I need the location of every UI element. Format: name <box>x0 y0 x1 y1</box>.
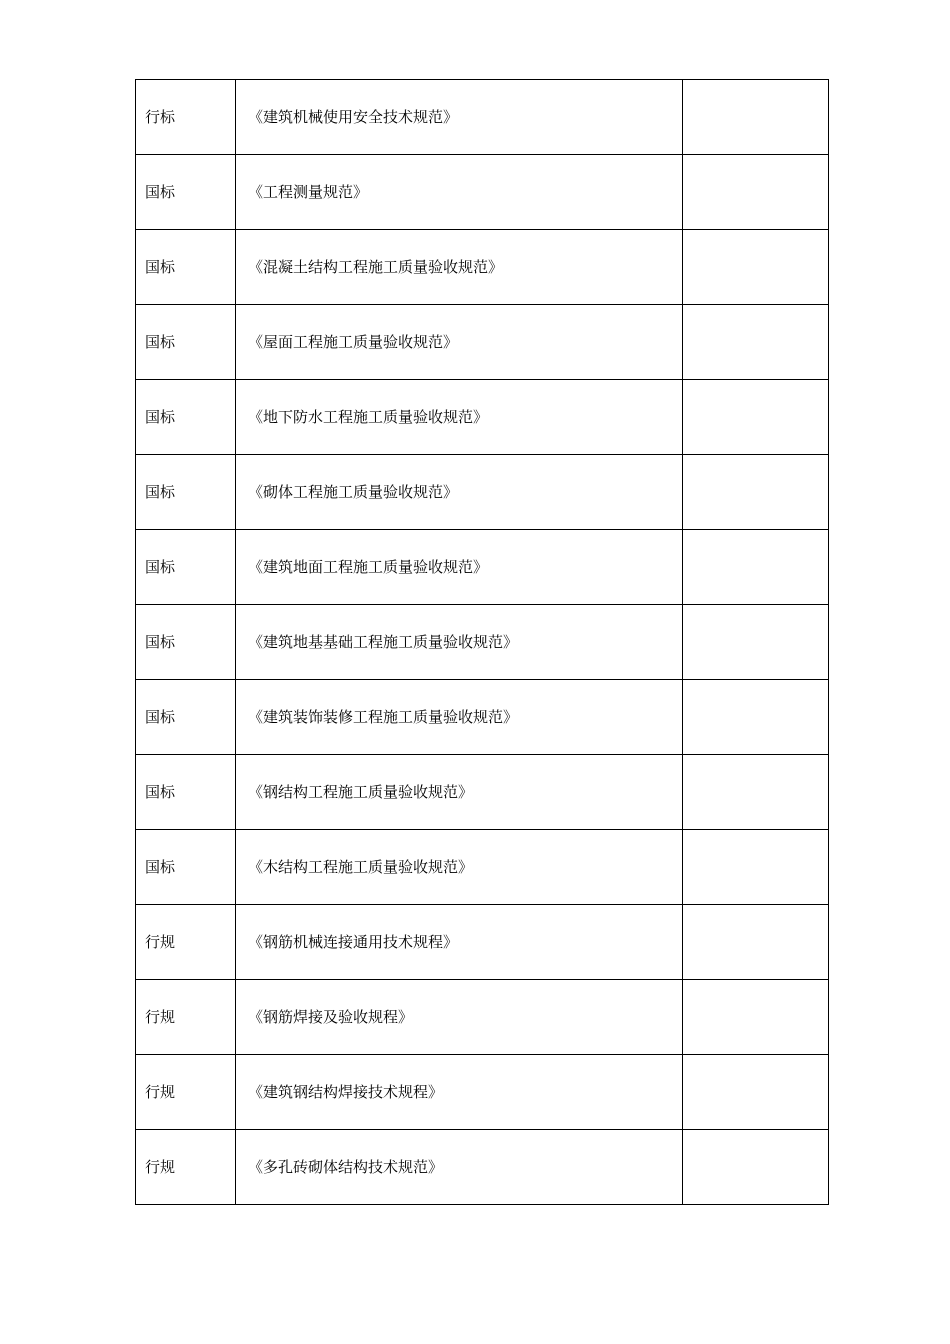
remark-cell <box>683 80 829 155</box>
standard-type-cell: 行规 <box>136 1055 236 1130</box>
standard-type-cell: 行规 <box>136 905 236 980</box>
standard-type-cell: 国标 <box>136 755 236 830</box>
standard-name-cell: 《钢结构工程施工质量验收规范》 <box>236 755 683 830</box>
standard-name-cell: 《地下防水工程施工质量验收规范》 <box>236 380 683 455</box>
table-row <box>136 230 829 305</box>
remark-cell <box>683 1130 829 1205</box>
remark-cell <box>683 680 829 755</box>
standard-name-cell: 《工程测量规范》 <box>236 155 683 230</box>
table-row <box>136 605 829 680</box>
table-row <box>136 905 829 980</box>
standard-type-cell: 国标 <box>136 305 236 380</box>
table-row <box>136 680 829 755</box>
standard-name-cell: 《钢筋焊接及验收规程》 <box>236 980 683 1055</box>
table-row <box>136 305 829 380</box>
remark-cell <box>683 605 829 680</box>
table-row <box>136 530 829 605</box>
standard-type-cell: 国标 <box>136 605 236 680</box>
remark-cell <box>683 905 829 980</box>
standard-type-cell: 国标 <box>136 680 236 755</box>
standard-name-cell: 《多孔砖砌体结构技术规范》 <box>236 1130 683 1205</box>
standard-name-cell: 《木结构工程施工质量验收规范》 <box>236 830 683 905</box>
standard-name-cell: 《砌体工程施工质量验收规范》 <box>236 455 683 530</box>
remark-cell <box>683 830 829 905</box>
standard-name-cell: 《建筑机械使用安全技术规范》 <box>236 80 683 155</box>
table-row <box>136 755 829 830</box>
standard-type-cell: 行规 <box>136 1130 236 1205</box>
remark-cell <box>683 230 829 305</box>
standard-name-cell: 《钢筋机械连接通用技术规程》 <box>236 905 683 980</box>
standard-type-cell: 行规 <box>136 980 236 1055</box>
remark-cell <box>683 980 829 1055</box>
standard-type-cell: 国标 <box>136 155 236 230</box>
table-row <box>136 830 829 905</box>
table-row <box>136 80 829 155</box>
standards-table <box>135 79 829 1205</box>
remark-cell <box>683 1055 829 1130</box>
standard-type-cell: 国标 <box>136 380 236 455</box>
table-row <box>136 380 829 455</box>
standard-type-cell: 行标 <box>136 80 236 155</box>
standard-name-cell: 《屋面工程施工质量验收规范》 <box>236 305 683 380</box>
standard-name-cell: 《建筑钢结构焊接技术规程》 <box>236 1055 683 1130</box>
remark-cell <box>683 380 829 455</box>
standard-name-cell: 《建筑地面工程施工质量验收规范》 <box>236 530 683 605</box>
standard-type-cell: 国标 <box>136 530 236 605</box>
standard-type-cell: 国标 <box>136 455 236 530</box>
remark-cell <box>683 755 829 830</box>
standard-name-cell: 《混凝土结构工程施工质量验收规范》 <box>236 230 683 305</box>
standards-table-body <box>136 80 829 1205</box>
table-row <box>136 1055 829 1130</box>
remark-cell <box>683 155 829 230</box>
standard-name-cell: 《建筑地基基础工程施工质量验收规范》 <box>236 605 683 680</box>
table-row <box>136 1130 829 1205</box>
table-row <box>136 455 829 530</box>
table-row <box>136 155 829 230</box>
table-row <box>136 980 829 1055</box>
remark-cell <box>683 530 829 605</box>
remark-cell <box>683 305 829 380</box>
standard-type-cell: 国标 <box>136 830 236 905</box>
standard-type-cell: 国标 <box>136 230 236 305</box>
standard-name-cell: 《建筑装饰装修工程施工质量验收规范》 <box>236 680 683 755</box>
remark-cell <box>683 455 829 530</box>
